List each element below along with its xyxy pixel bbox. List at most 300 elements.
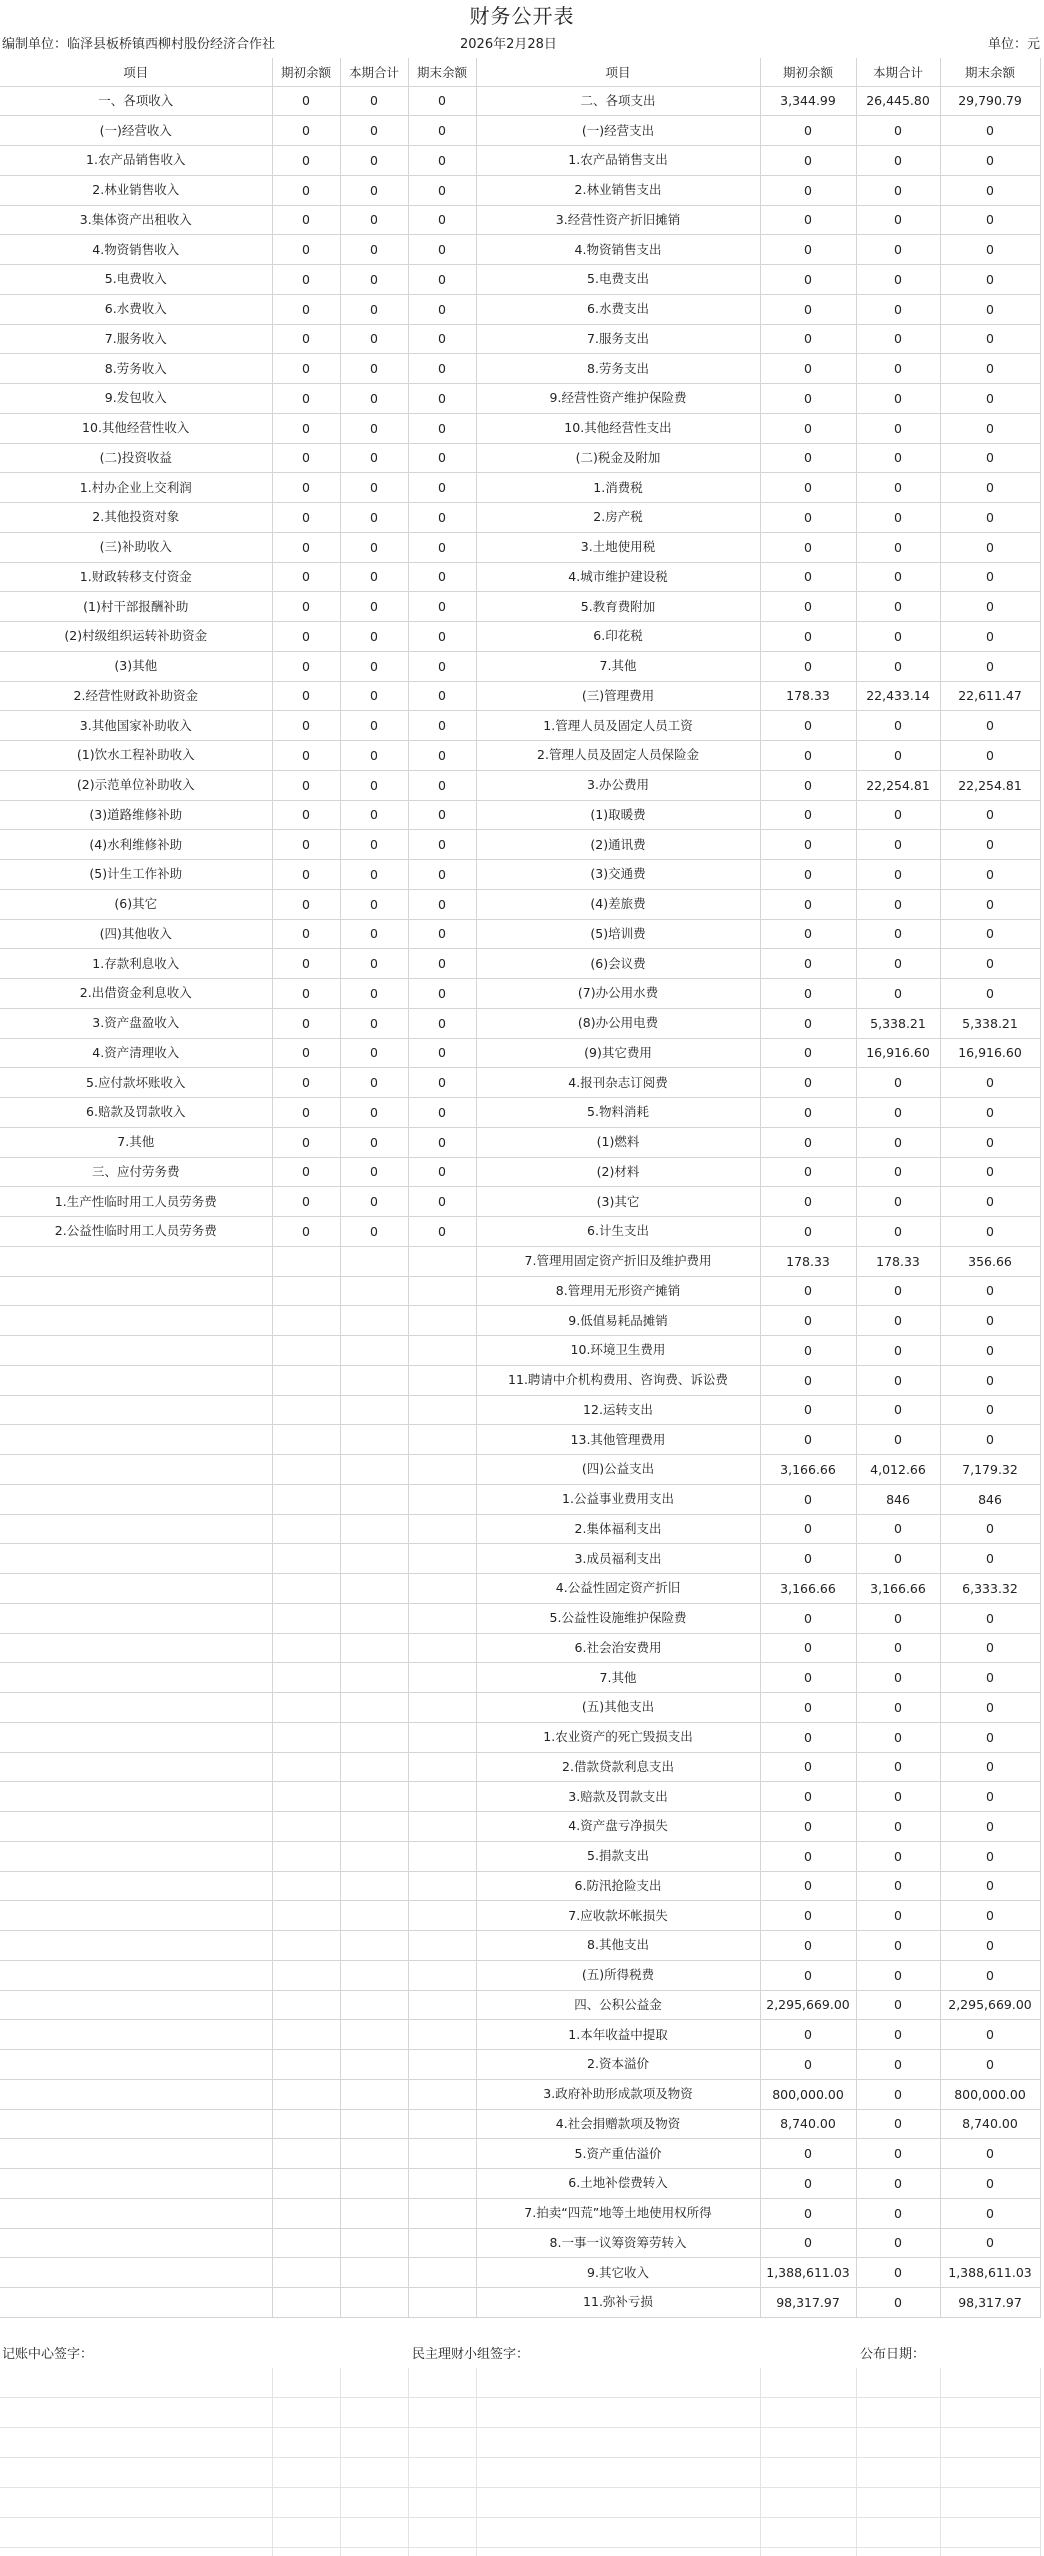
empty-cell bbox=[340, 1931, 408, 1961]
expense-begin: 0 bbox=[760, 1752, 856, 1782]
income-current: 0 bbox=[340, 889, 408, 919]
income-current: 0 bbox=[340, 562, 408, 592]
expense-current: 0 bbox=[856, 2139, 940, 2169]
expense-end: 22,254.81 bbox=[940, 770, 1040, 800]
empty-cell bbox=[272, 1841, 340, 1871]
table-row bbox=[0, 1246, 1040, 1276]
table-row bbox=[0, 1752, 1040, 1782]
expense-item: (四)公益支出 bbox=[476, 1455, 760, 1485]
empty-cell bbox=[272, 2139, 340, 2169]
expense-item: 3.成员福利支出 bbox=[476, 1544, 760, 1574]
expense-current: 0 bbox=[856, 1633, 940, 1663]
income-item: (6)其它 bbox=[0, 889, 272, 919]
expense-current: 0 bbox=[856, 1336, 940, 1366]
empty-cell bbox=[0, 1574, 272, 1604]
income-current: 0 bbox=[340, 1127, 408, 1157]
expense-current: 26,445.80 bbox=[856, 86, 940, 116]
income-item: 一、各项收入 bbox=[0, 86, 272, 116]
grid-divider bbox=[408, 2368, 409, 2556]
empty-cell bbox=[272, 1455, 340, 1485]
income-begin: 0 bbox=[272, 830, 340, 860]
empty-cell bbox=[272, 1663, 340, 1693]
empty-cell bbox=[340, 1484, 408, 1514]
income-end: 0 bbox=[408, 294, 476, 324]
expense-end: 0 bbox=[940, 1514, 1040, 1544]
expense-end: 0 bbox=[940, 979, 1040, 1009]
expense-begin: 0 bbox=[760, 1425, 856, 1455]
income-end: 0 bbox=[408, 146, 476, 176]
expense-current: 0 bbox=[856, 1276, 940, 1306]
expense-item: (1)燃料 bbox=[476, 1127, 760, 1157]
expense-current: 0 bbox=[856, 949, 940, 979]
table-row bbox=[0, 1931, 1040, 1961]
expense-begin: 0 bbox=[760, 1514, 856, 1544]
expense-item: (4)差旅费 bbox=[476, 889, 760, 919]
income-current: 0 bbox=[340, 443, 408, 473]
expense-begin: 800,000.00 bbox=[760, 2079, 856, 2109]
expense-item: 1.农业资产的死亡毁损支出 bbox=[476, 1722, 760, 1752]
empty-cell bbox=[340, 2288, 408, 2318]
table-row bbox=[0, 1633, 1040, 1663]
empty-cell bbox=[340, 1544, 408, 1574]
expense-item: 4.报刊杂志订阅费 bbox=[476, 1068, 760, 1098]
table-row bbox=[0, 919, 1040, 949]
income-current: 0 bbox=[340, 800, 408, 830]
income-end: 0 bbox=[408, 1098, 476, 1128]
expense-begin: 0 bbox=[760, 2228, 856, 2258]
income-current: 0 bbox=[340, 770, 408, 800]
income-item: 4.物资销售收入 bbox=[0, 235, 272, 265]
expense-begin: 0 bbox=[760, 443, 856, 473]
income-end: 0 bbox=[408, 265, 476, 295]
expense-end: 0 bbox=[940, 413, 1040, 443]
income-current: 0 bbox=[340, 622, 408, 652]
header-income-end: 期末余额 bbox=[408, 58, 476, 86]
expense-end: 5,338.21 bbox=[940, 1008, 1040, 1038]
bookkeeping-signature: 记账中心签字： bbox=[2, 2347, 94, 2362]
table-row bbox=[0, 1455, 1040, 1485]
empty-cell bbox=[340, 1990, 408, 2020]
table-row bbox=[0, 2079, 1040, 2109]
expense-end: 0 bbox=[940, 1752, 1040, 1782]
empty-cell bbox=[408, 2258, 476, 2288]
empty-cell bbox=[272, 1752, 340, 1782]
expense-item: (2)材料 bbox=[476, 1157, 760, 1187]
empty-cell bbox=[0, 1990, 272, 2020]
expense-begin: 0 bbox=[760, 235, 856, 265]
income-end: 0 bbox=[408, 235, 476, 265]
empty-cell bbox=[408, 1990, 476, 2020]
expense-current: 0 bbox=[856, 175, 940, 205]
empty-cell bbox=[0, 1514, 272, 1544]
empty-cell bbox=[340, 2228, 408, 2258]
expense-item: 8.管理用无形资产摊销 bbox=[476, 1276, 760, 1306]
expense-end: 0 bbox=[940, 1276, 1040, 1306]
empty-cell bbox=[408, 1931, 476, 1961]
income-end: 0 bbox=[408, 651, 476, 681]
income-item: 6.水费收入 bbox=[0, 294, 272, 324]
expense-current: 0 bbox=[856, 1782, 940, 1812]
empty-cell bbox=[272, 1812, 340, 1842]
empty-cell bbox=[0, 1960, 272, 1990]
expense-end: 0 bbox=[940, 800, 1040, 830]
empty-cell bbox=[272, 2198, 340, 2228]
expense-begin: 0 bbox=[760, 1395, 856, 1425]
income-current: 0 bbox=[340, 830, 408, 860]
table-row bbox=[0, 681, 1040, 711]
income-end: 0 bbox=[408, 592, 476, 622]
expense-item: 1.消费税 bbox=[476, 473, 760, 503]
expense-current: 0 bbox=[856, 1544, 940, 1574]
expense-end: 0 bbox=[940, 2020, 1040, 2050]
table-row bbox=[0, 1782, 1040, 1812]
income-item: 2.经营性财政补助资金 bbox=[0, 681, 272, 711]
table-row bbox=[0, 562, 1040, 592]
expense-current: 0 bbox=[856, 1514, 940, 1544]
empty-cell bbox=[408, 1306, 476, 1336]
income-begin: 0 bbox=[272, 651, 340, 681]
expense-item: 4.城市维护建设税 bbox=[476, 562, 760, 592]
expense-end: 7,179.32 bbox=[940, 1455, 1040, 1485]
expense-current: 0 bbox=[856, 1901, 940, 1931]
income-begin: 0 bbox=[272, 116, 340, 146]
expense-end: 0 bbox=[940, 146, 1040, 176]
expense-current: 0 bbox=[856, 1722, 940, 1752]
empty-cell bbox=[408, 1336, 476, 1366]
expense-begin: 178.33 bbox=[760, 1246, 856, 1276]
expense-item: 1.公益事业费用支出 bbox=[476, 1484, 760, 1514]
expense-end: 0 bbox=[940, 205, 1040, 235]
table-row bbox=[0, 770, 1040, 800]
empty-cell bbox=[408, 1455, 476, 1485]
empty-cell bbox=[408, 1871, 476, 1901]
empty-cell bbox=[0, 1306, 272, 1336]
expense-end: 0 bbox=[940, 116, 1040, 146]
empty-cell bbox=[0, 1603, 272, 1633]
expense-item: 11.聘请中介机构费用、咨询费、诉讼费 bbox=[476, 1365, 760, 1395]
expense-current: 0 bbox=[856, 2228, 940, 2258]
expense-current: 0 bbox=[856, 1098, 940, 1128]
income-current: 0 bbox=[340, 235, 408, 265]
expense-current: 0 bbox=[856, 2020, 940, 2050]
income-item: 2.林业销售收入 bbox=[0, 175, 272, 205]
empty-cell bbox=[340, 1871, 408, 1901]
expense-item: 7.应收款坏帐损失 bbox=[476, 1901, 760, 1931]
income-end: 0 bbox=[408, 830, 476, 860]
empty-cell bbox=[340, 1336, 408, 1366]
expense-item: (五)所得税费 bbox=[476, 1960, 760, 1990]
income-end: 0 bbox=[408, 711, 476, 741]
expense-end: 0 bbox=[940, 1603, 1040, 1633]
income-item: (四)其他收入 bbox=[0, 919, 272, 949]
expense-current: 0 bbox=[856, 413, 940, 443]
expense-current: 0 bbox=[856, 2050, 940, 2080]
expense-current: 0 bbox=[856, 651, 940, 681]
income-begin: 0 bbox=[272, 86, 340, 116]
empty-cell bbox=[340, 1276, 408, 1306]
income-begin: 0 bbox=[272, 265, 340, 295]
empty-cell bbox=[340, 2258, 408, 2288]
empty-cell bbox=[272, 1246, 340, 1276]
empty-cell bbox=[408, 2109, 476, 2139]
expense-end: 0 bbox=[940, 384, 1040, 414]
income-begin: 0 bbox=[272, 532, 340, 562]
header-expense-begin: 期初余额 bbox=[760, 58, 856, 86]
expense-current: 0 bbox=[856, 265, 940, 295]
expense-begin: 0 bbox=[760, 1276, 856, 1306]
empty-cell bbox=[0, 1931, 272, 1961]
expense-begin: 0 bbox=[760, 800, 856, 830]
expense-item: 2.资本溢价 bbox=[476, 2050, 760, 2080]
income-item: 3.集体资产出租收入 bbox=[0, 205, 272, 235]
expense-end: 0 bbox=[940, 1127, 1040, 1157]
table-row bbox=[0, 1514, 1040, 1544]
expense-current: 0 bbox=[856, 1693, 940, 1723]
income-begin: 0 bbox=[272, 384, 340, 414]
header-expense-current: 本期合计 bbox=[856, 58, 940, 86]
expense-item: 7.其他 bbox=[476, 1663, 760, 1693]
expense-item: 四、公积公益金 bbox=[476, 1990, 760, 2020]
income-begin: 0 bbox=[272, 979, 340, 1009]
empty-cell bbox=[408, 2198, 476, 2228]
grid-divider bbox=[476, 2368, 477, 2556]
income-current: 0 bbox=[340, 1038, 408, 1068]
empty-cell bbox=[272, 1306, 340, 1336]
empty-cell bbox=[0, 2169, 272, 2199]
expense-end: 0 bbox=[940, 1871, 1040, 1901]
empty-cell bbox=[272, 2020, 340, 2050]
expense-item: 2.集体福利支出 bbox=[476, 1514, 760, 1544]
income-item: 1.存款利息收入 bbox=[0, 949, 272, 979]
expense-begin: 0 bbox=[760, 473, 856, 503]
income-item: 2.公益性临时用工人员劳务费 bbox=[0, 1217, 272, 1247]
income-current: 0 bbox=[340, 294, 408, 324]
empty-cell bbox=[340, 1693, 408, 1723]
table-row bbox=[0, 592, 1040, 622]
empty-cell bbox=[408, 1544, 476, 1574]
expense-current: 0 bbox=[856, 443, 940, 473]
expense-current: 0 bbox=[856, 235, 940, 265]
table-row bbox=[0, 1603, 1040, 1633]
expense-begin: 0 bbox=[760, 354, 856, 384]
expense-current: 0 bbox=[856, 741, 940, 771]
expense-end: 0 bbox=[940, 1633, 1040, 1663]
income-begin: 0 bbox=[272, 413, 340, 443]
expense-end: 0 bbox=[940, 1068, 1040, 1098]
income-current: 0 bbox=[340, 651, 408, 681]
expense-item: 4.物资销售支出 bbox=[476, 235, 760, 265]
expense-begin: 178.33 bbox=[760, 681, 856, 711]
expense-item: (5)培训费 bbox=[476, 919, 760, 949]
expense-current: 22,254.81 bbox=[856, 770, 940, 800]
table-row bbox=[0, 1484, 1040, 1514]
expense-end: 0 bbox=[940, 503, 1040, 533]
income-end: 0 bbox=[408, 1187, 476, 1217]
expense-begin: 0 bbox=[760, 1901, 856, 1931]
expense-end: 6,333.32 bbox=[940, 1574, 1040, 1604]
empty-cell bbox=[408, 1603, 476, 1633]
expense-begin: 3,344.99 bbox=[760, 86, 856, 116]
income-current: 0 bbox=[340, 860, 408, 890]
income-begin: 0 bbox=[272, 294, 340, 324]
empty-cell bbox=[0, 1425, 272, 1455]
expense-item: 9.经营性资产维护保险费 bbox=[476, 384, 760, 414]
empty-cell bbox=[408, 1663, 476, 1693]
expense-begin: 0 bbox=[760, 1544, 856, 1574]
expense-current: 0 bbox=[856, 2258, 940, 2288]
expense-begin: 0 bbox=[760, 2198, 856, 2228]
expense-end: 0 bbox=[940, 2050, 1040, 2080]
income-current: 0 bbox=[340, 146, 408, 176]
empty-cell bbox=[0, 1871, 272, 1901]
expense-item: 13.其他管理费用 bbox=[476, 1425, 760, 1455]
expense-end: 16,916.60 bbox=[940, 1038, 1040, 1068]
expense-begin: 0 bbox=[760, 1960, 856, 1990]
expense-item: 12.运转支出 bbox=[476, 1395, 760, 1425]
empty-cell bbox=[0, 2198, 272, 2228]
income-begin: 0 bbox=[272, 1187, 340, 1217]
expense-item: 6.防汛抢险支出 bbox=[476, 1871, 760, 1901]
empty-cell bbox=[272, 1395, 340, 1425]
expense-end: 0 bbox=[940, 1544, 1040, 1574]
expense-end: 0 bbox=[940, 473, 1040, 503]
expense-item: (9)其它费用 bbox=[476, 1038, 760, 1068]
empty-cell bbox=[272, 1603, 340, 1633]
empty-cell bbox=[0, 1693, 272, 1723]
income-current: 0 bbox=[340, 979, 408, 1009]
header-income-current: 本期合计 bbox=[340, 58, 408, 86]
empty-cell bbox=[408, 1633, 476, 1663]
table-row bbox=[0, 265, 1040, 295]
expense-current: 0 bbox=[856, 1663, 940, 1693]
expense-current: 0 bbox=[856, 1871, 940, 1901]
empty-cell bbox=[340, 1514, 408, 1544]
expense-current: 0 bbox=[856, 562, 940, 592]
table-row bbox=[0, 443, 1040, 473]
income-begin: 0 bbox=[272, 562, 340, 592]
expense-current: 0 bbox=[856, 354, 940, 384]
empty-cell bbox=[340, 2079, 408, 2109]
empty-cell bbox=[340, 1663, 408, 1693]
expense-begin: 3,166.66 bbox=[760, 1574, 856, 1604]
table-row bbox=[0, 949, 1040, 979]
table-row bbox=[0, 1693, 1040, 1723]
expense-end: 800,000.00 bbox=[940, 2079, 1040, 2109]
empty-cell bbox=[272, 1336, 340, 1366]
expense-end: 0 bbox=[940, 265, 1040, 295]
empty-cell bbox=[408, 2050, 476, 2080]
empty-cell bbox=[408, 1276, 476, 1306]
expense-item: 10.环境卫生费用 bbox=[476, 1336, 760, 1366]
empty-cell bbox=[408, 2079, 476, 2109]
expense-item: 4.公益性固定资产折旧 bbox=[476, 1574, 760, 1604]
income-item: 7.其他 bbox=[0, 1127, 272, 1157]
expense-end: 22,611.47 bbox=[940, 681, 1040, 711]
income-item: 5.应付款坏账收入 bbox=[0, 1068, 272, 1098]
income-end: 0 bbox=[408, 324, 476, 354]
empty-cell bbox=[272, 1901, 340, 1931]
empty-cell bbox=[272, 1960, 340, 1990]
table-row bbox=[0, 1395, 1040, 1425]
expense-current: 0 bbox=[856, 1812, 940, 1842]
header-expense-end: 期末余额 bbox=[940, 58, 1040, 86]
expense-end: 0 bbox=[940, 711, 1040, 741]
table-row bbox=[0, 205, 1040, 235]
income-item: 1.生产性临时用工人员劳务费 bbox=[0, 1187, 272, 1217]
empty-cell bbox=[0, 1365, 272, 1395]
expense-end: 0 bbox=[940, 1901, 1040, 1931]
table-row bbox=[0, 889, 1040, 919]
expense-current: 0 bbox=[856, 1306, 940, 1336]
income-end: 0 bbox=[408, 86, 476, 116]
expense-item: (3)其它 bbox=[476, 1187, 760, 1217]
empty-cell bbox=[0, 2109, 272, 2139]
income-current: 0 bbox=[340, 1157, 408, 1187]
income-item: (3)道路维修补助 bbox=[0, 800, 272, 830]
expense-item: 8.劳务支出 bbox=[476, 354, 760, 384]
table-row bbox=[0, 532, 1040, 562]
expense-end: 0 bbox=[940, 1395, 1040, 1425]
expense-item: 3.经营性资产折旧摊销 bbox=[476, 205, 760, 235]
income-end: 0 bbox=[408, 979, 476, 1009]
expense-item: 8.其他支出 bbox=[476, 1931, 760, 1961]
expense-begin: 0 bbox=[760, 1365, 856, 1395]
expense-item: 2.房产税 bbox=[476, 503, 760, 533]
expense-end: 0 bbox=[940, 622, 1040, 652]
expense-item: 9.其它收入 bbox=[476, 2258, 760, 2288]
table-header-row bbox=[0, 58, 1040, 86]
expense-item: 7.服务支出 bbox=[476, 324, 760, 354]
income-current: 0 bbox=[340, 949, 408, 979]
empty-cell bbox=[340, 1455, 408, 1485]
empty-cell bbox=[0, 1841, 272, 1871]
empty-cell bbox=[408, 1484, 476, 1514]
income-current: 0 bbox=[340, 354, 408, 384]
income-end: 0 bbox=[408, 949, 476, 979]
expense-end: 0 bbox=[940, 1098, 1040, 1128]
empty-cell bbox=[340, 1395, 408, 1425]
expense-item: (一)经营支出 bbox=[476, 116, 760, 146]
income-item: 三、应付劳务费 bbox=[0, 1157, 272, 1187]
empty-cell bbox=[408, 1514, 476, 1544]
expense-item: 4.社会捐赠款项及物资 bbox=[476, 2109, 760, 2139]
expense-end: 0 bbox=[940, 2198, 1040, 2228]
empty-cell bbox=[340, 1782, 408, 1812]
income-end: 0 bbox=[408, 503, 476, 533]
income-begin: 0 bbox=[272, 800, 340, 830]
income-begin: 0 bbox=[272, 443, 340, 473]
empty-cell bbox=[340, 1960, 408, 1990]
expense-begin: 0 bbox=[760, 413, 856, 443]
expense-begin: 1,388,611.03 bbox=[760, 2258, 856, 2288]
expense-current: 22,433.14 bbox=[856, 681, 940, 711]
expense-end: 0 bbox=[940, 741, 1040, 771]
expense-begin: 0 bbox=[760, 979, 856, 1009]
expense-begin: 0 bbox=[760, 2050, 856, 2080]
table-row bbox=[0, 473, 1040, 503]
expense-begin: 0 bbox=[760, 2169, 856, 2199]
income-end: 0 bbox=[408, 116, 476, 146]
empty-cell bbox=[340, 1365, 408, 1395]
expense-end: 0 bbox=[940, 1425, 1040, 1455]
table-row bbox=[0, 860, 1040, 890]
expense-end: 0 bbox=[940, 2228, 1040, 2258]
income-current: 0 bbox=[340, 413, 408, 443]
table-row bbox=[0, 235, 1040, 265]
table-row bbox=[0, 1574, 1040, 1604]
income-item: 3.其他国家补助收入 bbox=[0, 711, 272, 741]
expense-current: 0 bbox=[856, 2198, 940, 2228]
